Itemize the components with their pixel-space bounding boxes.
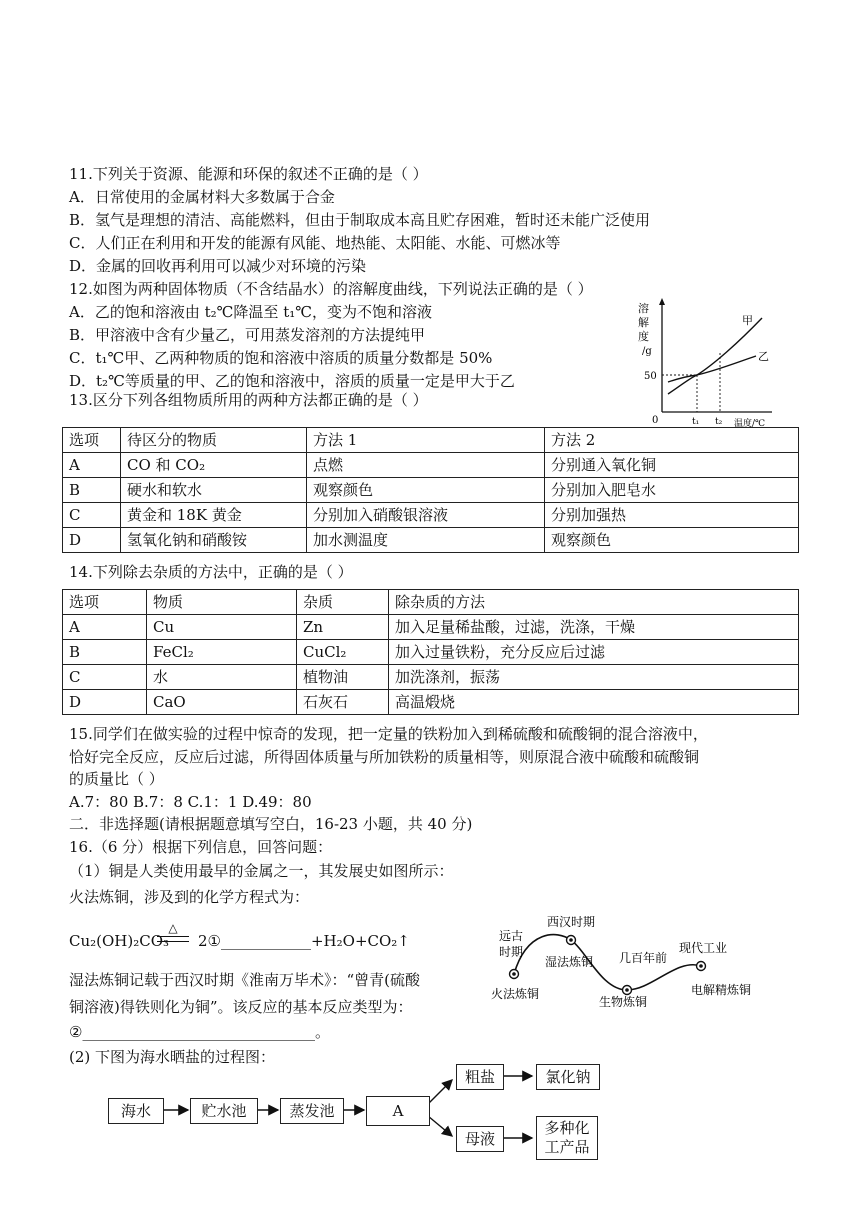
table-cell: C xyxy=(63,665,147,690)
table-cell: CO 和 CO₂ xyxy=(121,453,307,478)
y-label-char-3: 度 xyxy=(638,330,649,343)
origin-label: 0 xyxy=(652,415,659,426)
answer-blank-2: ②_______________________________。 xyxy=(69,1023,330,1041)
table14-header-cell: 选项 xyxy=(63,590,147,615)
question-15-line-2: 恰好完全反应，反应后过滤，所得固体质量与所加铁粉的质量相等，则原混合液中硫酸和硫酸铜 xyxy=(69,748,700,766)
table-row xyxy=(63,665,799,690)
x-tick-t1: t₁ xyxy=(692,417,700,427)
y-axis-arrow xyxy=(659,298,665,305)
question-12-option-d: D．t₂℃等质量的甲、乙的饱和溶液中，溶质的质量一定是甲大于乙 xyxy=(69,372,515,390)
x-axis-label: 温度/℃ xyxy=(734,419,766,429)
table-cell: C xyxy=(63,503,121,528)
table-cell: 高温煅烧 xyxy=(389,690,799,715)
history-fire-refining: 火法炼铜 xyxy=(491,987,540,1001)
equation-right: 2①____________+H₂O+CO₂↑ xyxy=(198,932,410,950)
table-row xyxy=(63,528,799,553)
question-11-option-b: B．氢气是理想的清洁、高能燃料，但由于制取成本高且贮存困难，暂时还未能广泛使用 xyxy=(69,211,651,229)
table-cell: 加入足量稀盐酸，过滤，洗涤，干燥 xyxy=(389,615,799,640)
history-western-han: 西汉时期 xyxy=(547,915,596,929)
table-row xyxy=(63,453,799,478)
table-cell: D xyxy=(63,690,147,715)
y-label-unit: /g xyxy=(642,346,652,357)
flow-box-crude-salt: 粗盐 xyxy=(456,1064,504,1090)
table-cell: 植物油 xyxy=(297,665,389,690)
x-tick-t2: t₂ xyxy=(715,417,723,427)
history-node-1-dot xyxy=(512,972,516,976)
question-16-wet-refining-1: 湿法炼铜记载于西汉时期《淮南万毕术》：“曾青(硫酸 xyxy=(69,971,421,989)
history-modern-industry: 现代工业 xyxy=(679,941,728,955)
question-16-part-2: (2) 下图为海水晒盐的过程图： xyxy=(69,1048,276,1066)
copper-history-svg xyxy=(487,910,777,1010)
table-cell: 分别加强热 xyxy=(545,503,799,528)
y-tick-50: 50 xyxy=(644,371,657,382)
table13-header-cell: 方法 1 xyxy=(307,428,545,453)
table14-header-row xyxy=(63,590,799,615)
series-yi-label: 乙 xyxy=(758,350,769,363)
table-cell: CuCl₂ xyxy=(297,640,389,665)
question-14-table xyxy=(62,589,799,715)
table-cell: Cu xyxy=(147,615,297,640)
solubility-curve-figure xyxy=(638,298,778,430)
flow-box-nacl: 氯化钠 xyxy=(536,1064,600,1090)
table14-header-cell: 物质 xyxy=(147,590,297,615)
table14-header-cell: 除杂质的方法 xyxy=(389,590,799,615)
table-cell: 分别加入硝酸银溶液 xyxy=(307,503,545,528)
table-row xyxy=(63,503,799,528)
question-11-option-c: C．人们正在利用和开发的能源有风能、地热能、太阳能、水能、可燃冰等 xyxy=(69,234,561,252)
table-cell: 点燃 xyxy=(307,453,545,478)
history-ancient-1: 远古 xyxy=(499,929,524,943)
table-row xyxy=(63,478,799,503)
table-cell: 水 xyxy=(147,665,297,690)
series-yi-curve xyxy=(668,356,756,382)
table-cell: FeCl₂ xyxy=(147,640,297,665)
table-cell: 石灰石 xyxy=(297,690,389,715)
table-cell: 加水测温度 xyxy=(307,528,545,553)
history-node-3-dot xyxy=(625,988,629,992)
section-2-heading: 二．非选择题(请根据题意填写空白，16-23 小题，共 40 分) xyxy=(69,815,473,833)
question-13-table xyxy=(62,427,799,553)
table-cell: A xyxy=(63,615,147,640)
solubility-curve-svg xyxy=(638,298,778,430)
table-cell: 氢氧化钠和硝酸铵 xyxy=(121,528,307,553)
table-row xyxy=(63,640,799,665)
table-cell: Zn xyxy=(297,615,389,640)
question-15-line-3: 的质量比（ ） xyxy=(69,770,164,788)
question-11-option-a: A．日常使用的金属材料大多数属于合金 xyxy=(69,188,335,206)
equation-left: Cu₂(OH)₂CO₃ xyxy=(69,932,170,950)
history-centuries-ago: 几百年前 xyxy=(619,951,668,965)
flow-box-a: A xyxy=(366,1096,430,1126)
table-cell: 观察颜色 xyxy=(545,528,799,553)
series-jia-curve xyxy=(668,318,762,394)
question-15-options: A.7：80 B.7：8 C.1：1 D.49：80 xyxy=(69,793,312,811)
history-wet-refining: 湿法炼铜 xyxy=(545,955,594,969)
table-cell: A xyxy=(63,453,121,478)
y-label-char-1: 溶 xyxy=(638,302,649,315)
y-label-char-2: 解 xyxy=(638,316,649,329)
question-14-stem: 14.下列除去杂质的方法中，正确的是（ ） xyxy=(69,563,353,581)
heating-condition-symbol: △ xyxy=(168,921,178,935)
table13-header-cell: 选项 xyxy=(63,428,121,453)
question-12-option-b: B．甲溶液中含有少量乙，可用蒸发溶剂的方法提纯甲 xyxy=(69,326,426,344)
table-cell: D xyxy=(63,528,121,553)
table-cell: 硬水和软水 xyxy=(121,478,307,503)
arrow-a-mother-liquor xyxy=(428,1116,452,1136)
copper-history-diagram xyxy=(487,910,777,1010)
table-cell: B xyxy=(63,478,121,503)
table-cell: B xyxy=(63,640,147,665)
question-16-fire-refining: 火法炼铜，涉及到的化学方程式为： xyxy=(69,888,310,906)
table-cell: 加洗涤剂，振荡 xyxy=(389,665,799,690)
flow-box-seawater: 海水 xyxy=(108,1098,164,1124)
question-16-wet-refining-2: 铜溶液)得铁则化为铜”。该反应的基本反应类型为： xyxy=(69,998,413,1016)
question-16-part-1: （1）铜是人类使用最早的金属之一，其发展史如图所示： xyxy=(69,862,454,880)
flow-box-mother-liquor: 母液 xyxy=(456,1126,504,1152)
table-cell: 观察颜色 xyxy=(307,478,545,503)
sea-salt-flow-diagram xyxy=(100,1060,620,1170)
table-cell: CaO xyxy=(147,690,297,715)
table14-header-cell: 杂质 xyxy=(297,590,389,615)
table-cell: 黄金和 18K 黄金 xyxy=(121,503,307,528)
series-jia-label: 甲 xyxy=(742,314,753,327)
question-12-option-a: A．乙的饱和溶液由 t₂℃降温至 t₁℃，变为不饱和溶液 xyxy=(69,303,433,321)
history-bio-refining: 生物炼铜 xyxy=(599,995,648,1009)
table-row xyxy=(63,615,799,640)
table13-header-row xyxy=(63,428,799,453)
history-electrolytic-refining: 电解精炼铜 xyxy=(691,983,752,997)
question-12-option-c: C．t₁℃甲、乙两种物质的饱和溶液中溶质的质量分数都是 50% xyxy=(69,349,493,367)
question-15-line-1: 15.同学们在做实验的过程中惊奇的发现，把一定量的铁粉加入到稀硫酸和硫酸铜的混合溶液中， xyxy=(69,725,708,743)
table-row xyxy=(63,690,799,715)
history-wave-line xyxy=(514,935,701,990)
table-cell: 分别通入氧化铜 xyxy=(545,453,799,478)
flow-box-chemical-products: 多种化工产品 xyxy=(536,1116,598,1160)
question-12-stem: 12.如图为两种固体物质（不含结晶水）的溶解度曲线，下列说法正确的是（ ） xyxy=(69,280,593,298)
history-node-2-dot xyxy=(569,938,573,942)
flow-box-reservoir: 贮水池 xyxy=(190,1098,258,1124)
flow-box-evaporator: 蒸发池 xyxy=(280,1098,344,1124)
table-cell: 分别加入肥皂水 xyxy=(545,478,799,503)
question-11-option-d: D．金属的回收再利用可以减少对环境的污染 xyxy=(69,257,367,275)
arrow-a-crude-salt xyxy=(428,1080,452,1104)
history-ancient-2: 时期 xyxy=(499,945,524,959)
question-13-stem: 13.区分下列各组物质所用的两种方法都正确的是（ ） xyxy=(69,391,428,409)
history-node-4-dot xyxy=(699,964,703,968)
question-16-stem: 16.（6 分）根据下列信息，回答问题： xyxy=(69,838,333,856)
table13-header-cell: 方法 2 xyxy=(545,428,799,453)
table-cell: 加入过量铁粉，充分反应后过滤 xyxy=(389,640,799,665)
question-11-stem: 11.下列关于资源、能源和环保的叙述不正确的是（ ） xyxy=(69,165,428,183)
table13-header-cell: 待区分的物质 xyxy=(121,428,307,453)
equation-equals-sign xyxy=(157,936,189,942)
